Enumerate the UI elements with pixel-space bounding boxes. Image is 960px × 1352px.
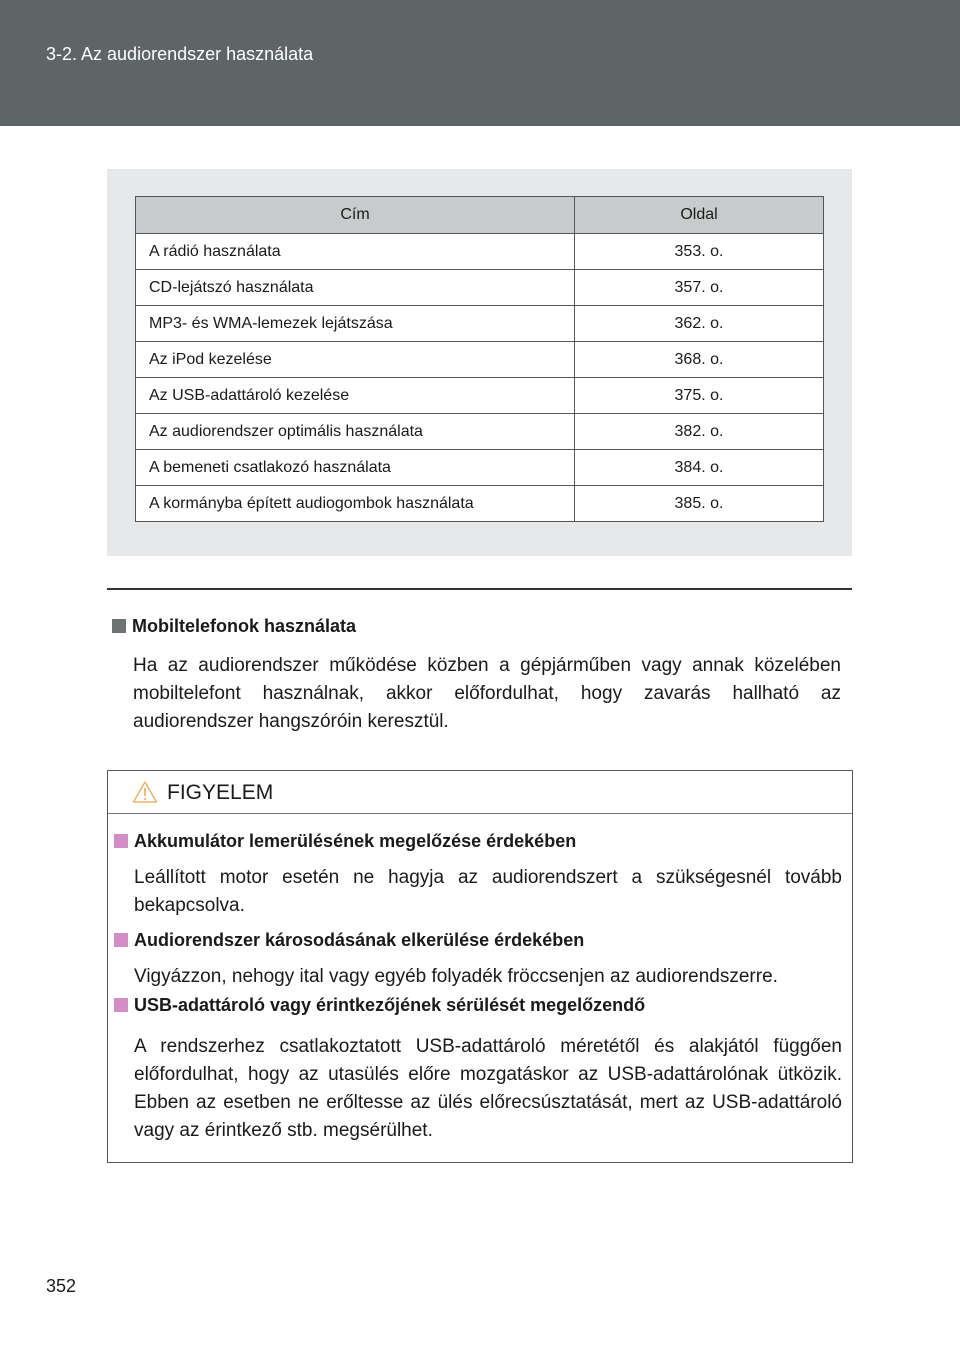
warning-item-text: A rendszerhez csatlakoztatott USB-adattároló méretétől és alakjától függően előfordulhat, hogy az utasülés előre mozgatáskor az USB-adattárolónak ütközik. Ebben az esetben ne erőltesse az ülés előrecsúsztatását, mert az USB-adattároló vagy az érintkező stb. megsérülhet. [134, 1036, 842, 1141]
warning-item-text: Vigyázzon, nehogy ital vagy egyéb folyadék fröccsenjen az audiorendszerre. [134, 966, 778, 987]
square-bullet-icon [114, 933, 128, 947]
toc-title: A kormányba épített audiogombok használata [136, 486, 575, 522]
warning-item-heading-text: USB-adattároló vagy érintkezőjének sérülését megelőzendő [134, 995, 646, 1015]
warning-item-heading [114, 995, 645, 1016]
toc-title: CD-lejátszó használata [136, 270, 575, 306]
table-row [136, 450, 824, 486]
square-bullet-icon [114, 834, 128, 848]
warning-item-text: Leállított motor esetén ne hagyja az audiorendszert a szükségesnél tovább bekapcsolva. [134, 867, 842, 916]
toc-page: 384. o. [575, 450, 824, 486]
toc-title: A rádió használata [136, 234, 575, 270]
warning-header [108, 771, 852, 814]
column-header-page: Oldal [575, 197, 824, 234]
warning-label: FIGYELEM [167, 781, 274, 804]
table-row [136, 414, 824, 450]
mobile-heading-text: Mobiltelefonok használata [132, 616, 357, 636]
toc-page: 357. o. [575, 270, 824, 306]
toc-title: MP3- és WMA-lemezek lejátszása [136, 306, 575, 342]
table-row [136, 270, 824, 306]
warning-item-heading [114, 930, 584, 951]
warning-item-heading-text: Audiorendszer károsodásának elkerülése érdekében [134, 930, 585, 950]
square-bullet-icon [114, 998, 128, 1012]
square-bullet-icon [112, 619, 126, 633]
toc-title: Az USB-adattároló kezelése [136, 378, 575, 414]
toc-page: 382. o. [575, 414, 824, 450]
mobile-paragraph: Ha az audiorendszer működése közben a gépjárműben vagy annak közelében mobiltelefont használnak, akkor előfordulhat, hogy zavarás hallható az audiorendszer hangszóróin keresztül. [133, 655, 841, 732]
section-title: 3-2. Az audiorendszer használata [46, 44, 314, 64]
warning-item-heading-text: Akkumulátor lemerülésének megelőzése érdekében [134, 831, 577, 851]
table-header-row [136, 197, 824, 234]
toc-page: 385. o. [575, 486, 824, 522]
toc-page: 368. o. [575, 342, 824, 378]
page-number: 352 [46, 1276, 77, 1296]
warning-item-heading [114, 831, 576, 852]
toc-title: Az iPod kezelése [136, 342, 575, 378]
toc-page: 375. o. [575, 378, 824, 414]
table-row [136, 342, 824, 378]
table-row [136, 378, 824, 414]
table-row [136, 486, 824, 522]
toc-page: 362. o. [575, 306, 824, 342]
toc-title: A bemeneti csatlakozó használata [136, 450, 575, 486]
toc-page: 353. o. [575, 234, 824, 270]
column-header-title: Cím [136, 197, 575, 234]
section-divider [107, 588, 852, 590]
page-header [0, 0, 960, 126]
warning-triangle-icon [132, 780, 158, 804]
warning-box [107, 770, 853, 1163]
toc-table [135, 196, 824, 522]
mobile-heading [112, 616, 356, 637]
toc-title: Az audiorendszer optimális használata [136, 414, 575, 450]
table-row [136, 306, 824, 342]
table-row [136, 234, 824, 270]
